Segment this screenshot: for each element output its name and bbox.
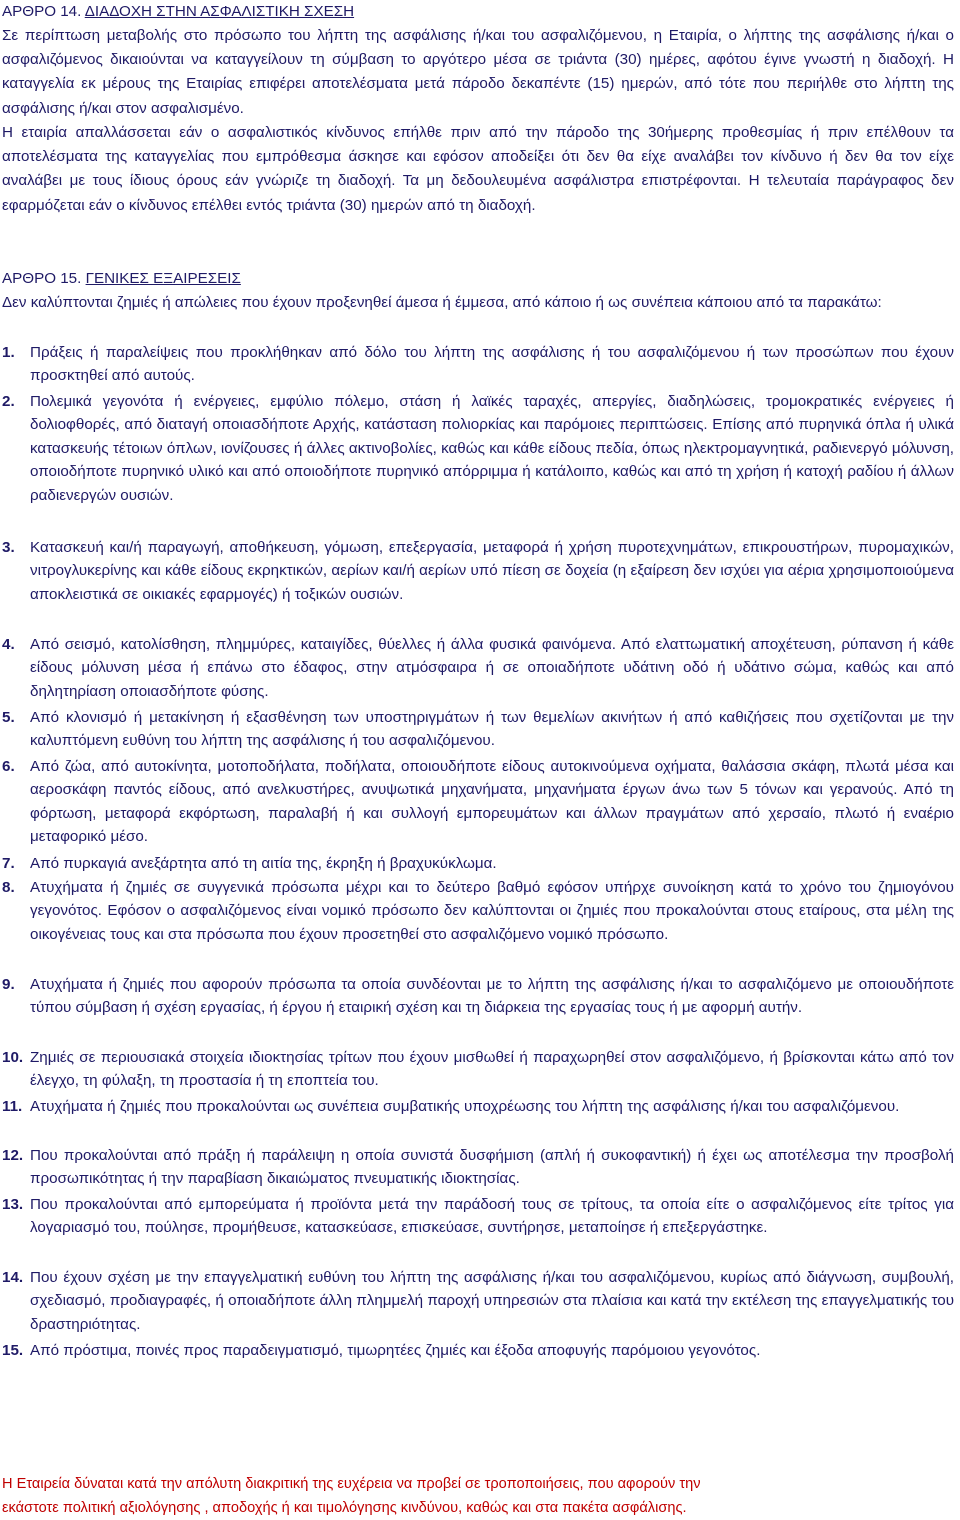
- exclusion-text: Από κλονισμό ή μετακίνηση ή εξασθένηση των υποστηριγμάτων ή των θεμελίων ακινήτων ή από καθιζήσεις που σχετίζονται με την καλυπτόμενη ευθύνη του λήπτη της ασφάλισης ή του ασφαλιζόμενου.: [30, 709, 954, 750]
- exclusion-number: 13.: [2, 1196, 24, 1213]
- exclusion-number: 10.: [2, 1049, 24, 1066]
- exclusion-number: 8.: [2, 879, 15, 896]
- exclusion-item: [2, 876, 954, 946]
- exclusion-text: Πράξεις ή παραλείψεις που προκλήθηκαν από δόλο του λήπτη της ασφάλισης ή του ασφαλιζόμενου ή των προσώπων που έχουν προσκτηθεί από αυτούς.: [30, 344, 954, 385]
- article-15-heading: [2, 267, 241, 291]
- article-15-prefix: ΑΡΘΡΟ 15.: [2, 270, 86, 287]
- exclusion-text: Από σεισμό, κατολίσθηση, πλημμύρες, καταιγίδες, θύελλες ή άλλα φυσικά φαινόμενα. Από ελαττωματική αποχέτευση, ρύπανση ή κάθε είδους μόλυνση μέσα ή επάνω στο έδαφος, στην ατμόσφαιρα ή σε οποιαδήποτε υδάτινη οδό ή υδάτινο σώμα, καθώς και από δηλητηρίαση οποιασδήποτε φύσης.: [30, 636, 954, 700]
- exclusion-item: [2, 706, 954, 753]
- exclusion-text: Που προκαλούνται από πράξη ή παράλειψη η οποία συνιστά δυσφήμιση (απλή ή συκοφαντική) ή έχει ως αποτέλεσμα την προσβολή προσωπικότητας ή την παραβίαση δικαιώματος πνευματικής ιδιοκτησίας.: [30, 1147, 954, 1188]
- exclusion-text: Κατασκευή και/ή παραγωγή, αποθήκευση, γόμωση, επεξεργασία, μεταφορά ή χρήση πυροτεχνημάτων, επικρουστήρων, πυρομαχικών, νιτρογλυκερίνης και κάθε είδους εκρηκτικών, αερίων και/ή αερίων υπό πίεση σε δοχεία (η εξαίρεση δεν ισχύει για αέρια χρησιμοποιούμενα αποκλειστικά σε οικιακές εφαρμογές) ή τοξικών ουσιών.: [30, 539, 954, 603]
- exclusion-item: [2, 1339, 954, 1362]
- exclusion-text: Από πυρκαγιά ανεξάρτητα από τη αιτία της, έκρηξη ή βραχυκύκλωμα.: [30, 855, 497, 872]
- exclusion-item: [2, 341, 954, 388]
- exclusion-item: [2, 755, 954, 849]
- exclusion-item: [2, 1144, 954, 1191]
- exclusion-number: 3.: [2, 539, 15, 556]
- article-14-title: ΔΙΑΔΟΧΗ ΣΤΗΝ ΑΣΦΑΛΙΣΤΙΚΗ ΣΧΕΣΗ: [84, 3, 355, 20]
- exclusion-item: [2, 1266, 954, 1336]
- exclusion-number: 15.: [2, 1342, 24, 1359]
- article-14-paragraph-1: Σε περίπτωση μεταβολής στο πρόσωπο του λήπτη της ασφάλισης ή/και του ασφαλιζόμενου, η Εταιρία, ο λήπτης της ασφάλισης ή/και ο ασφαλιζόμενος δικαιούνται να καταγγείλουν τη σύμβαση το αργότερο μέσα σε τριάντα (30) ημέρες, αφότου έγινε γνωστή η διαδοχή. Η καταγγελία εκ μέρους της Εταιρίας επιφέρει αποτελέσματα μετά πάροδο δεκαπέντε (15) ημερών, από τότε που περιήλθε στο λήπτη της ασφάλισης ή/και στον ασφαλισμένο.: [2, 27, 954, 117]
- exclusion-item: [2, 390, 954, 507]
- exclusion-item: [2, 852, 954, 875]
- exclusion-text: Ζημιές σε περιουσιακά στοιχεία ιδιοκτησίας τρίτων που έχουν μισθωθεί ή παραχωρηθεί στον ασφαλιζόμενο, ή βρίσκονται κάτω από τον έλεγχο, τη φύλαξη, τη προστασία ή τη εποπτεία του.: [30, 1049, 954, 1090]
- exclusion-item: [2, 1193, 954, 1240]
- exclusion-text: Ατυχήματα ή ζημιές που προκαλούνται ως συνέπεια συμβατικής υποχρέωσης του λήπτη της ασφάλισης ή/και του ασφαλιζόμενου.: [30, 1098, 900, 1115]
- exclusion-number: 9.: [2, 976, 15, 993]
- exclusion-number: 12.: [2, 1147, 24, 1164]
- exclusion-number: 14.: [2, 1269, 24, 1286]
- exclusion-number: 5.: [2, 709, 15, 726]
- exclusion-number: 6.: [2, 758, 15, 775]
- footer-disclaimer: [2, 1472, 954, 1520]
- exclusion-item: [2, 1095, 954, 1118]
- exclusion-number: 4.: [2, 636, 15, 653]
- exclusion-item: [2, 973, 954, 1020]
- exclusion-text: Από ζώα, από αυτοκίνητα, μοτοποδήλατα, ποδήλατα, οποιουδήποτε είδους αυτοκινούμενα οχήματα, θαλάσσια σκάφη, πλωτά μέσα και αεροσκάφη παντός είδους, από ανελκυστήρες, ανυψωτικά μηχανήματα, μηχανήματα έργων άνω των 5 τόνων και γερανούς. Από τη φόρτωση, μεταφορά εκφόρτωση, παραλαβή ή και συλλογή εμπορευμάτων και άλλων πραγμάτων από χερσαίο, πλωτό ή εναέριο μεταφορικό μέσο.: [30, 758, 954, 846]
- exclusion-item: [2, 633, 954, 703]
- article-15-title: ΓΕΝΙΚΕΣ ΕΞΑΙΡΕΣΕΙΣ: [85, 270, 241, 287]
- article-14-prefix: ΑΡΘΡΟ 14.: [2, 3, 85, 20]
- exclusion-number: 1.: [2, 344, 15, 361]
- article-15-intro: Δεν καλύπτονται ζημιές ή απώλειες που έχουν προξενηθεί άμεσα ή έμμεσα, από κάποιο ή ως συνέπεια κάποιου από τα παρακάτω:: [2, 294, 882, 311]
- article-14-paragraph-2: Η εταιρία απαλλάσσεται εάν ο ασφαλιστικός κίνδυνος επήλθε πριν από την πάροδο της 30ήμερης προθεσμίας ή πριν επέλθουν τα αποτελέσματα της καταγγελίας που εμπρόθεσμα άσκησε και εφόσον αποδείξει ότι δεν θα είχε αναλάβει τον κίνδυνο ή δεν θα τον είχε αναλάβει με τους ίδιους όρους εάν γνώριζε τη διαδοχή. Τα μη δεδουλευμένα ασφάλιστρα επιστρέφονται. Η τελευταία παράγραφος δεν εφαρμόζεται εάν ο κίνδυνος επέλθει εντός τριάντα (30) ημερών από τη διαδοχή.: [2, 124, 954, 214]
- exclusion-number: 11.: [2, 1098, 23, 1115]
- footer-line-2: εκάστοτε πολιτική αξιολόγησης , αποδοχής ή και τιμολόγησης κινδύνου, καθώς και στα πακέτα ασφάλισης.: [2, 1500, 687, 1516]
- exclusion-text: Πολεμικά γεγονότα ή ενέργειες, εμφύλιο πόλεμο, στάση ή λαϊκές ταραχές, απεργίες, διαδηλώσεις, τρομοκρατικές ενέργειες ή δολιοφθορές, από διαταγή οποιασδήποτε Αρχής, κατάσταση πολιορκίας και παρόμοιες περιπτώσεις. Επίσης από πυρηνικά όπλα ή υλικά κατασκευής τέτοιων όπλων, ιονίζουσες ή άλλες ακτινοβολίες, καθώς και κάθε είδους πεδία, όπως ηλεκτρομαγνητικά, ραδιενεργό μόλυνση, οποιοδήποτε πυρηνικό υλικό και από οποιοδήποτε πυρηνικό απόρριμμα ή κατάλοιπο, καθώς και από τη χρήση ή κατοχή ραδίου ή άλλων ραδιενεργών ουσιών.: [30, 393, 954, 504]
- exclusion-text: Που έχουν σχέση με την επαγγελματική ευθύνη του λήπτη της ασφάλισης ή/και του ασφαλιζόμενου, κυρίως από διάγνωση, συμβουλή, σχεδιασμό, προδιαγραφές, ή οποιαδήποτε άλλη πλημμελή παροχή υπηρεσιών στα πλαίσια και κατά την εκτέλεση της επαγγελματικής του δραστηριότητας.: [30, 1269, 954, 1333]
- article-14-heading: [2, 0, 354, 24]
- exclusion-item: [2, 1046, 954, 1093]
- exclusion-text: Που προκαλούνται από εμπορεύματα ή προϊόντα μετά την παράδοσή τους σε τρίτους, τα οποία είτε ο ασφαλιζόμενος είτε τρίτος για λογαριασμό του, πούλησε, προμήθευσε, κατασκεύασε, επισκεύασε, συντήρησε, μεταποίησε ή επεξεργάστηκε.: [30, 1196, 954, 1237]
- exclusion-text: Ατυχήματα ή ζημιές σε συγγενικά πρόσωπα μέχρι και το δεύτερο βαθμό εφόσον υπήρχε συνοίκηση κατά το χρόνο του ζημιογόνου γεγονότος. Εφόσον ο ασφαλιζόμενος είναι νομικό πρόσωπο δεν καλύπτονται οι ζημιές που προκαλούνται στους εταίρους, στα μέλη της οικογένειας τους και στα πρόσωπα που έχουν προσετηθεί στο ασφαλιζόμενο νομικό πρόσωπο.: [30, 879, 954, 943]
- exclusion-text: Από πρόστιμα, ποινές προς παραδειγματισμό, τιμωρητέες ζημιές και έξοδα αποφυγής παρόμοιου γεγονότος.: [30, 1342, 761, 1359]
- exclusion-number: 7.: [2, 855, 15, 872]
- exclusion-item: [2, 536, 954, 606]
- exclusion-number: 2.: [2, 393, 15, 410]
- footer-line-1: Η Εταιρεία δύναται κατά την απόλυτη διακριτική της ευχέρεια να προβεί σε τροποποιήσεις, που αφορούν την: [2, 1476, 701, 1492]
- exclusion-text: Ατυχήματα ή ζημιές που αφορούν πρόσωπα τα οποία συνδέονται με το λήπτη της ασφάλισης ή/και το ασφαλιζόμενο με οποιουδήποτε τύπου σύμβαση ή σχέση εργασίας, ή έργου ή εταιρική σχέση και τη διάρκεια της εργασίας τους ή με αφορμή αυτήν.: [30, 976, 954, 1017]
